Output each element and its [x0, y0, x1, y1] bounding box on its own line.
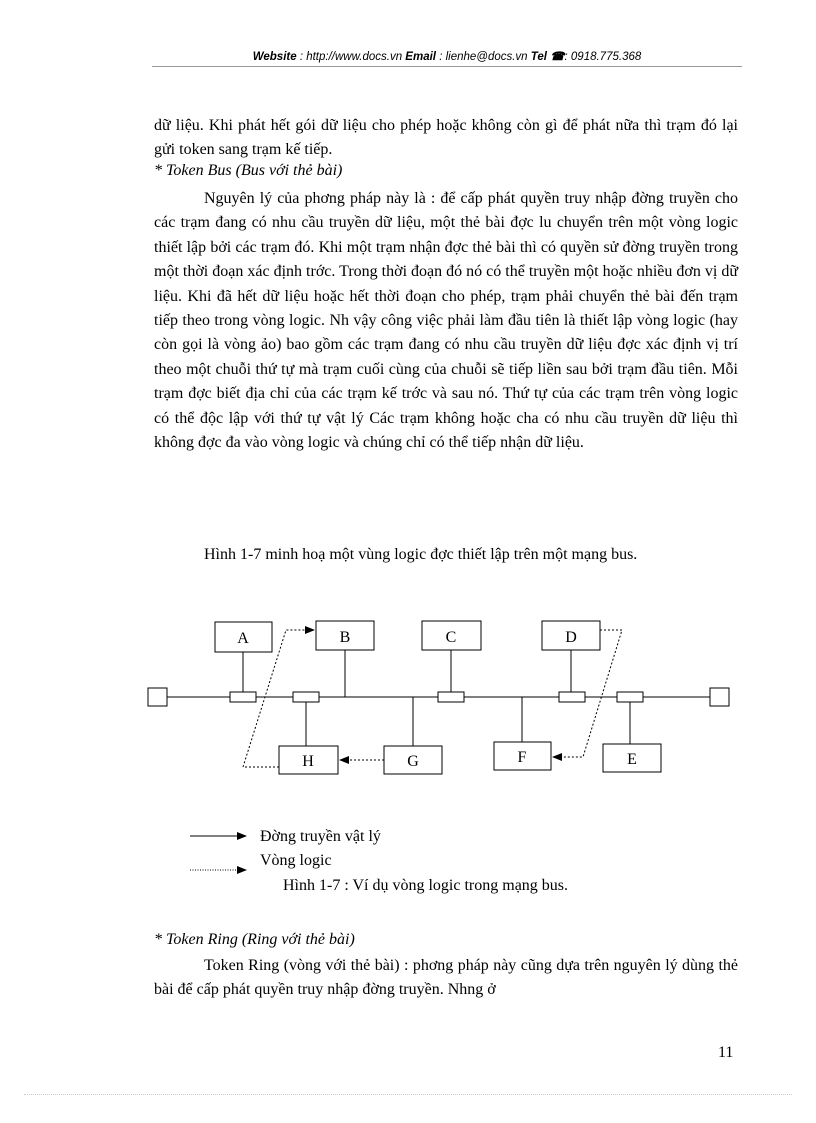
paragraph-token-bus: Nguyên lý của phơng pháp này là : để cấp phát quyền truy nhập đờng truyền cho các trạm đang có nhu cầu truyền dữ liệu, một thẻ bài đợc lu chuyển trên một vòng logic thiết lập bởi các trạm đó. Khi một trạm nhận đợc thẻ bài thì có quyền sử đờng truyền trong một thời đoạn xác định trớc. Trong thời đoạn đó nó có thể truyền một hoặc nhiều đơn vị dữ liệu. Khi đã hết dữ liệu hoặc hết thời đoạn cho phép, trạm phải chuyển thẻ bài đến trạm tiếp theo trong vòng logic. Nh vậy công việc phải làm đầu tiên là thiết lập vòng logic (hay còn gọi là vòng ảo) bao gồm các trạm đang có nhu cầu truyền dữ liệu đợc xác định vị trí theo một chuỗi thứ tự mà trạm cuối cùng của chuỗi sẽ tiếp liền sau bởi trạm đầu tiên. Mỗi trạm đợc biết địa chỉ của các trạm kế trớc và sau nó. Thứ tự của các trạm trên vòng logic có thể độc lập với thứ tự vật lý Các trạm không hoặc cha có nhu cầu truyền dữ liệu thì không đợc đa vào vòng logic và chúng chỉ có thể tiếp nhận dữ liệu. [154, 190, 738, 452]
station-c-label: C [445, 629, 457, 646]
tel-label: Tel [530, 51, 547, 63]
paragraph-figure-reference: Hình 1-7 minh hoạ một vùng logic đợc thiết lập trên một mạng bus. [204, 546, 638, 563]
email-label: Email [405, 51, 436, 63]
heading-token-ring: * Token Ring (Ring với thẻ bài) [154, 931, 355, 948]
legend-physical-label: Đờng truyền vật lý [260, 828, 381, 845]
legend-logical-label: Vòng logic [260, 852, 332, 869]
website-value: : http://www.docs.vn [299, 51, 403, 63]
bus-terminator-left [148, 688, 167, 706]
footer-divider [24, 1094, 792, 1095]
station-b-label: B [339, 629, 351, 646]
tel-value: : 0918.775.368 [564, 51, 642, 63]
station-f-label: F [517, 749, 527, 766]
website-label: Website [252, 51, 297, 63]
station-d-label: D [565, 629, 577, 646]
station-h-label: H [302, 753, 314, 770]
bus-terminator-right [710, 688, 729, 706]
figure-caption: Hình 1-7 : Ví dụ vòng logic trong mạng bus. [283, 877, 569, 894]
paragraph-intro: dữ liệu. Khi phát hết gói dữ liệu cho phép hoặc không còn gì để phát nữa thì trạm đó lại gửi token sang trạm kế tiếp. [154, 117, 738, 159]
paragraph-token-ring: Token Ring (vòng với thẻ bài) : phơng pháp này cũng dựa trên nguyên lý dùng thẻ bài để cấp phát quyền truy nhập đờng truyền. Nhng ở [154, 957, 738, 999]
heading-token-bus: * Token Bus (Bus với thẻ bài) [154, 162, 343, 179]
station-g-label: G [407, 753, 419, 770]
station-e-label: E [627, 751, 637, 768]
station-a-label: A [237, 630, 249, 647]
email-value: : lienhe@docs.vn [439, 51, 528, 63]
phone-icon: ☎ [550, 51, 565, 63]
page-number: 11 [718, 1044, 734, 1061]
